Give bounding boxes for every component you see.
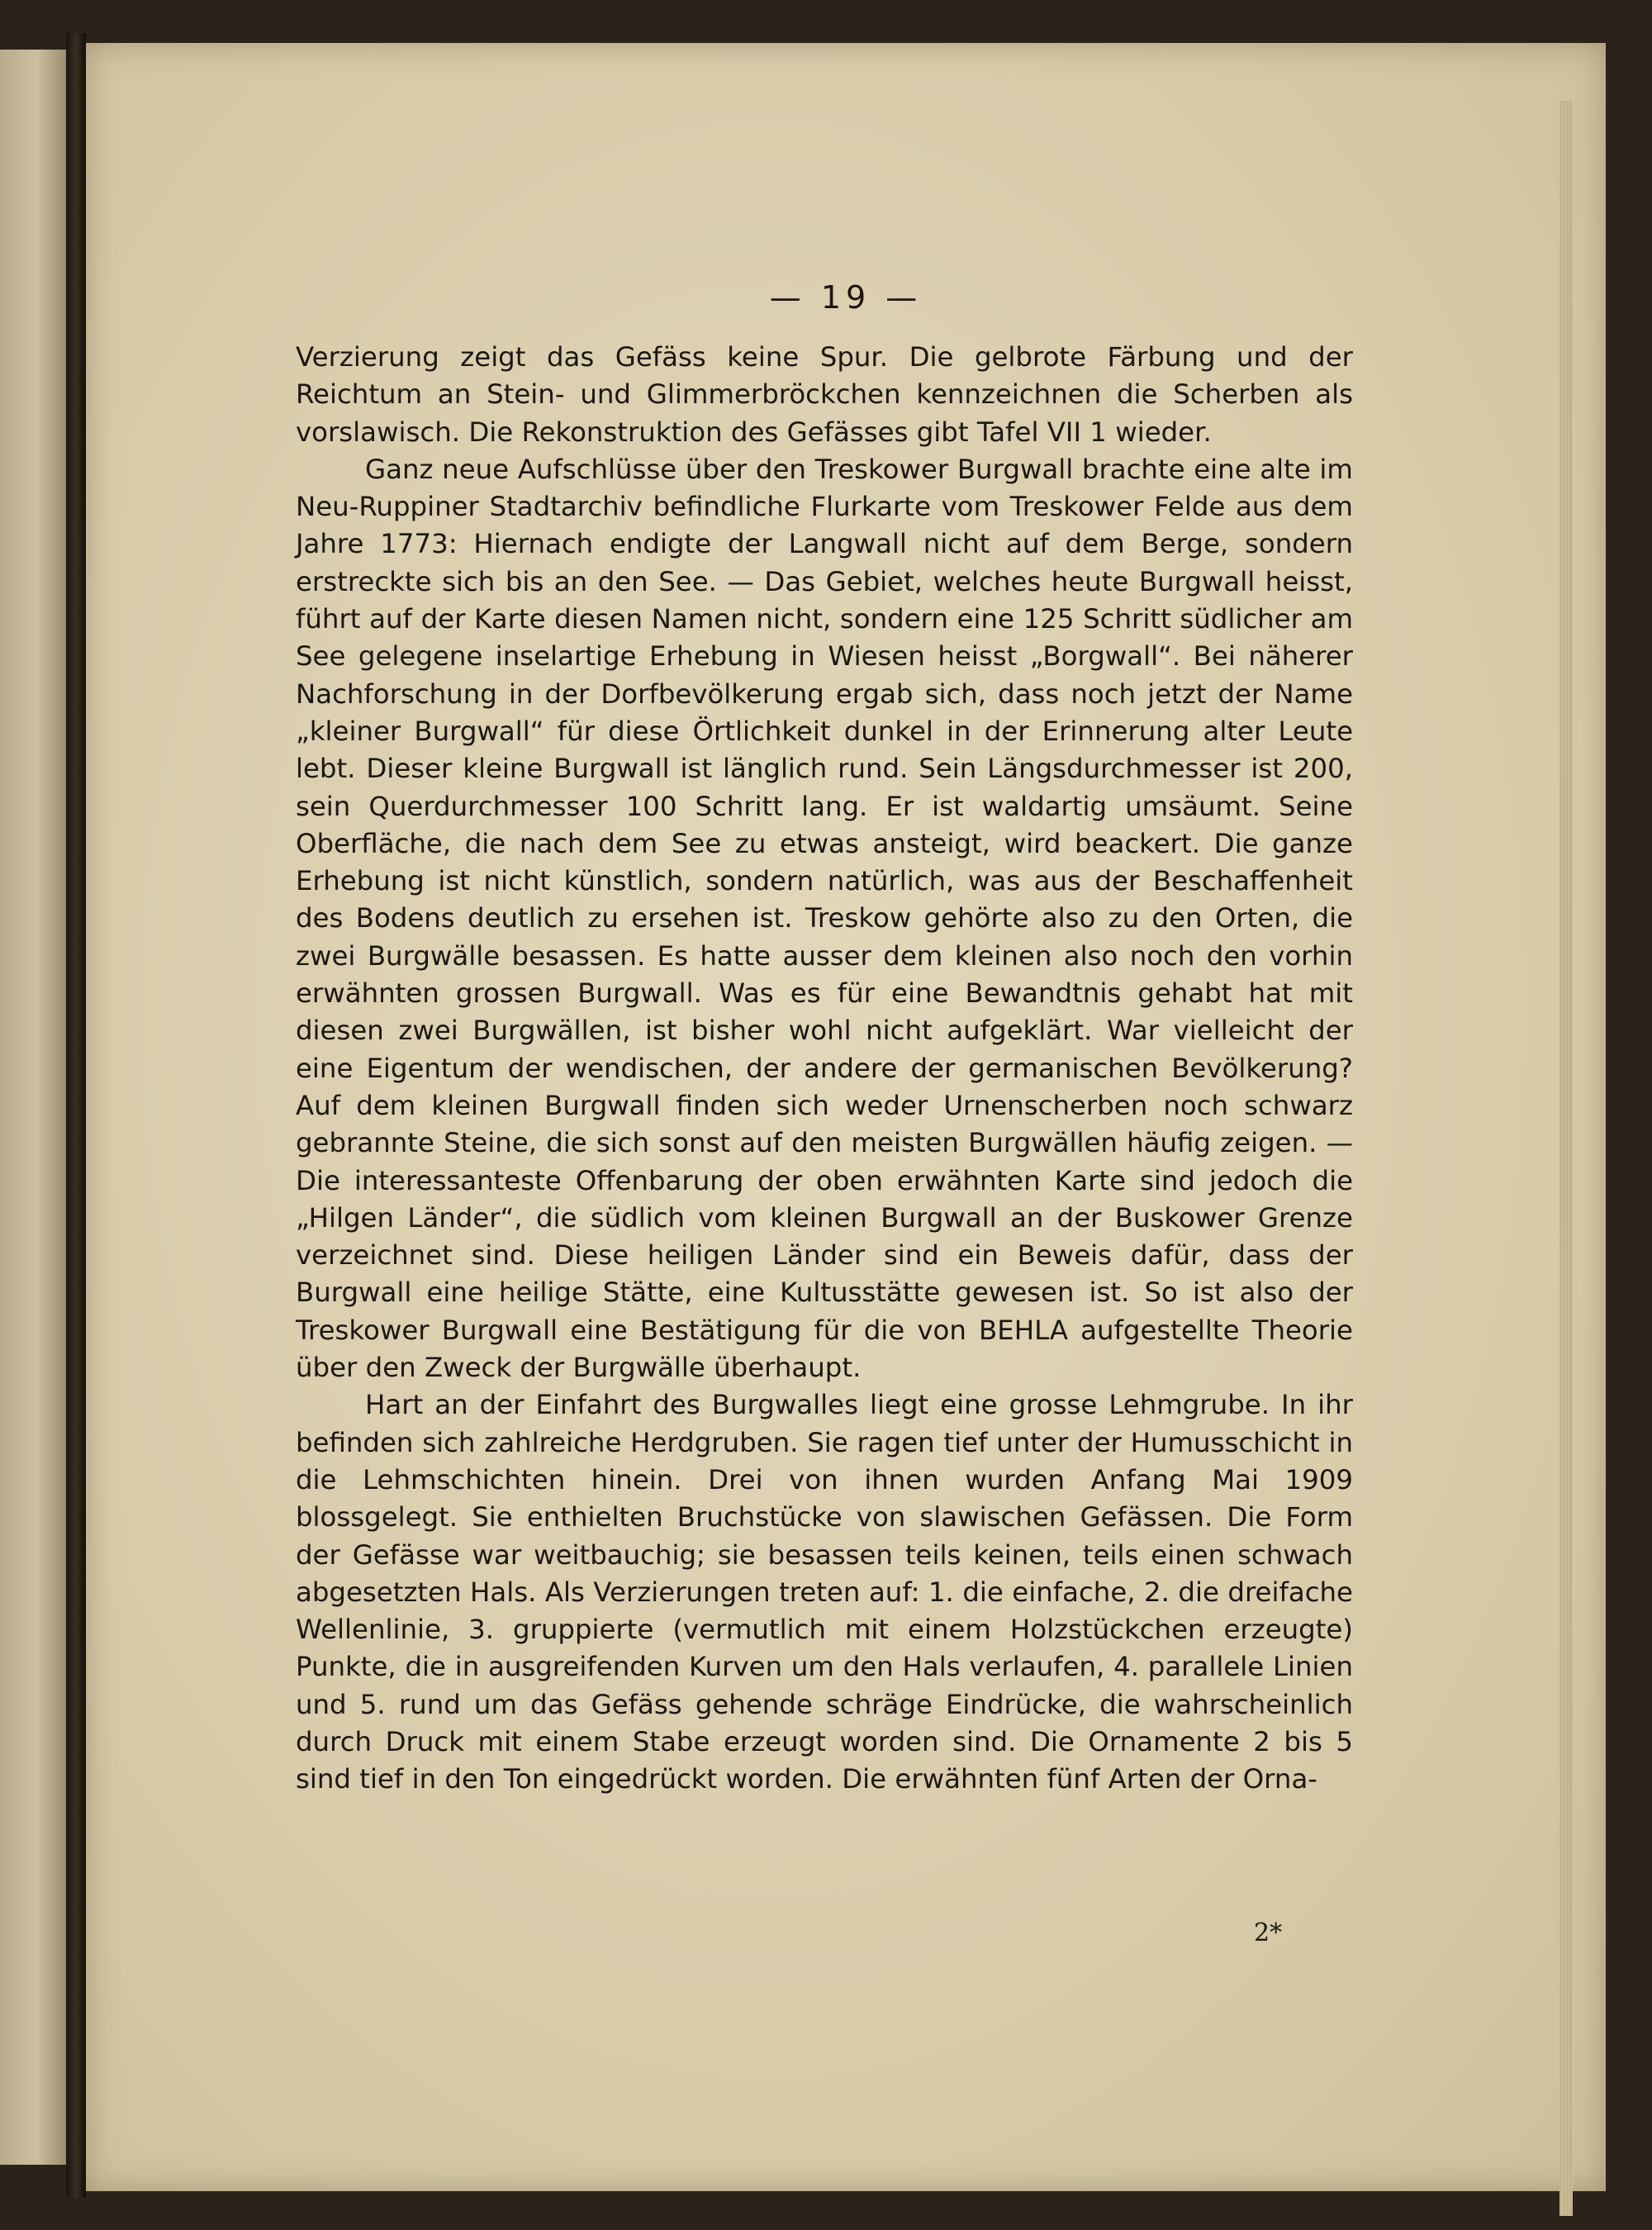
paragraph-1: Verzierung zeigt das Gefäss keine Spur. Die gelbrote Färbung und der Reichtum an Stein- und Glimmerbröckchen kennzeichnen die Scherben als vorslawisch. Die Rekonstruktion des Gefässes gibt Tafel VII 1 wieder. xyxy=(296,341,1353,448)
page-number: — 19 — xyxy=(769,279,923,316)
page-stack-edge xyxy=(1559,101,1573,2216)
paragraph-3: Hart an der Einfahrt des Burgwalles liegt eine grosse Lehmgrube. In ihr befinden sich zahlreiche Herdgruben. Sie ragen tief unter der Humusschicht in die Lehmschichten hinein. Drei von ihnen wurden Anfang Mai 1909 blossgelegt. Sie enthielten Bruchstücke von slawischen Gefässen. Die Form der Gefässe war weitbauchig; sie besassen teils keinen, teils einen schwach abgesetzten Hals. Als Verzierungen treten auf: 1. die einfache, 2. die dreifache Wellenlinie, 3. gruppierte (vermutlich mit einem Holzstückchen erzeugte) Punkte, die in ausgreifenden Kurven um den Hals verlaufen, 4. parallele Linien und 5. rund um das Gefäss gehende schräge Eindrücke, die wahrscheinlich durch Druck mit einem Stabe erzeugt worden sind. Die Ornamente 2 bis 5 sind tief in den Ton eingedrückt worden. Die erwähnten fünf Arten der Orna- xyxy=(296,1389,1353,1795)
book-spine xyxy=(66,33,86,2198)
body-text xyxy=(296,339,1353,1799)
paragraph-2: Ganz neue Aufschlüsse über den Treskower Burgwall brachte eine alte im Neu-Ruppiner Stadtarchiv befindliche Flurkarte vom Treskower Felde aus dem Jahre 1773: Hiernach endigte der Langwall nicht auf dem Berge, sondern erstreckte sich bis an den See. — Das Gebiet, welches heute Burgwall heisst, führt auf der Karte diesen Namen nicht, sondern eine 125 Schritt südlicher am See gelegene inselartige Erhebung in Wiesen heisst „Borgwall“. Bei näherer Nachforschung in der Dorfbevölkerung ergab sich, dass noch jetzt der Name „kleiner Burgwall“ für diese Örtlichkeit dunkel in der Erinnerung alter Leute lebt. Dieser kleine Burgwall ist länglich rund. Sein Längsdurchmesser ist 200, sein Querdurchmesser 100 Schritt lang. Er ist waldartig umsäumt. Seine Oberfläche, die nach dem See zu etwas ansteigt, wird beackert. Die ganze Erhebung ist nicht künstlich, sondern natürlich, was aus der Beschaffenheit des Bodens deutlich zu ersehen ist. Treskow gehörte also zu den Orten, die zwei Burgwälle besassen. Es hatte ausser dem kleinen also noch den vorhin erwähnten grossen Burgwall. Was es für eine Bewandtnis gehabt hat mit diesen zwei Burgwällen, ist bisher wohl nicht aufgeklärt. War vielleicht der eine Eigentum der wendischen, der andere der germanischen Bevölkerung? Auf dem kleinen Burgwall finden sich weder Urnenscherben noch schwarz gebrannte Steine, die sich sonst auf den meisten Burgwällen häufig zeigen. — Die interessanteste Offenbarung der oben erwähnten Karte sind jedoch die „Hilgen Länder“, die südlich vom kleinen Burgwall an der Buskower Grenze verzeichnet sind. Diese heiligen Länder sind ein Beweis dafür, dass der Burgwall eine heilige Stätte, eine Kultusstätte gewesen ist. So ist also der Treskower Burgwall eine Bestätigung für die von BEHLA aufgestellte Theorie über den Zweck der Burgwälle überhaupt. xyxy=(296,453,1353,1384)
signature-mark: 2* xyxy=(1254,1919,1283,1947)
left-page-edge xyxy=(0,50,66,2165)
page xyxy=(86,43,1606,2191)
